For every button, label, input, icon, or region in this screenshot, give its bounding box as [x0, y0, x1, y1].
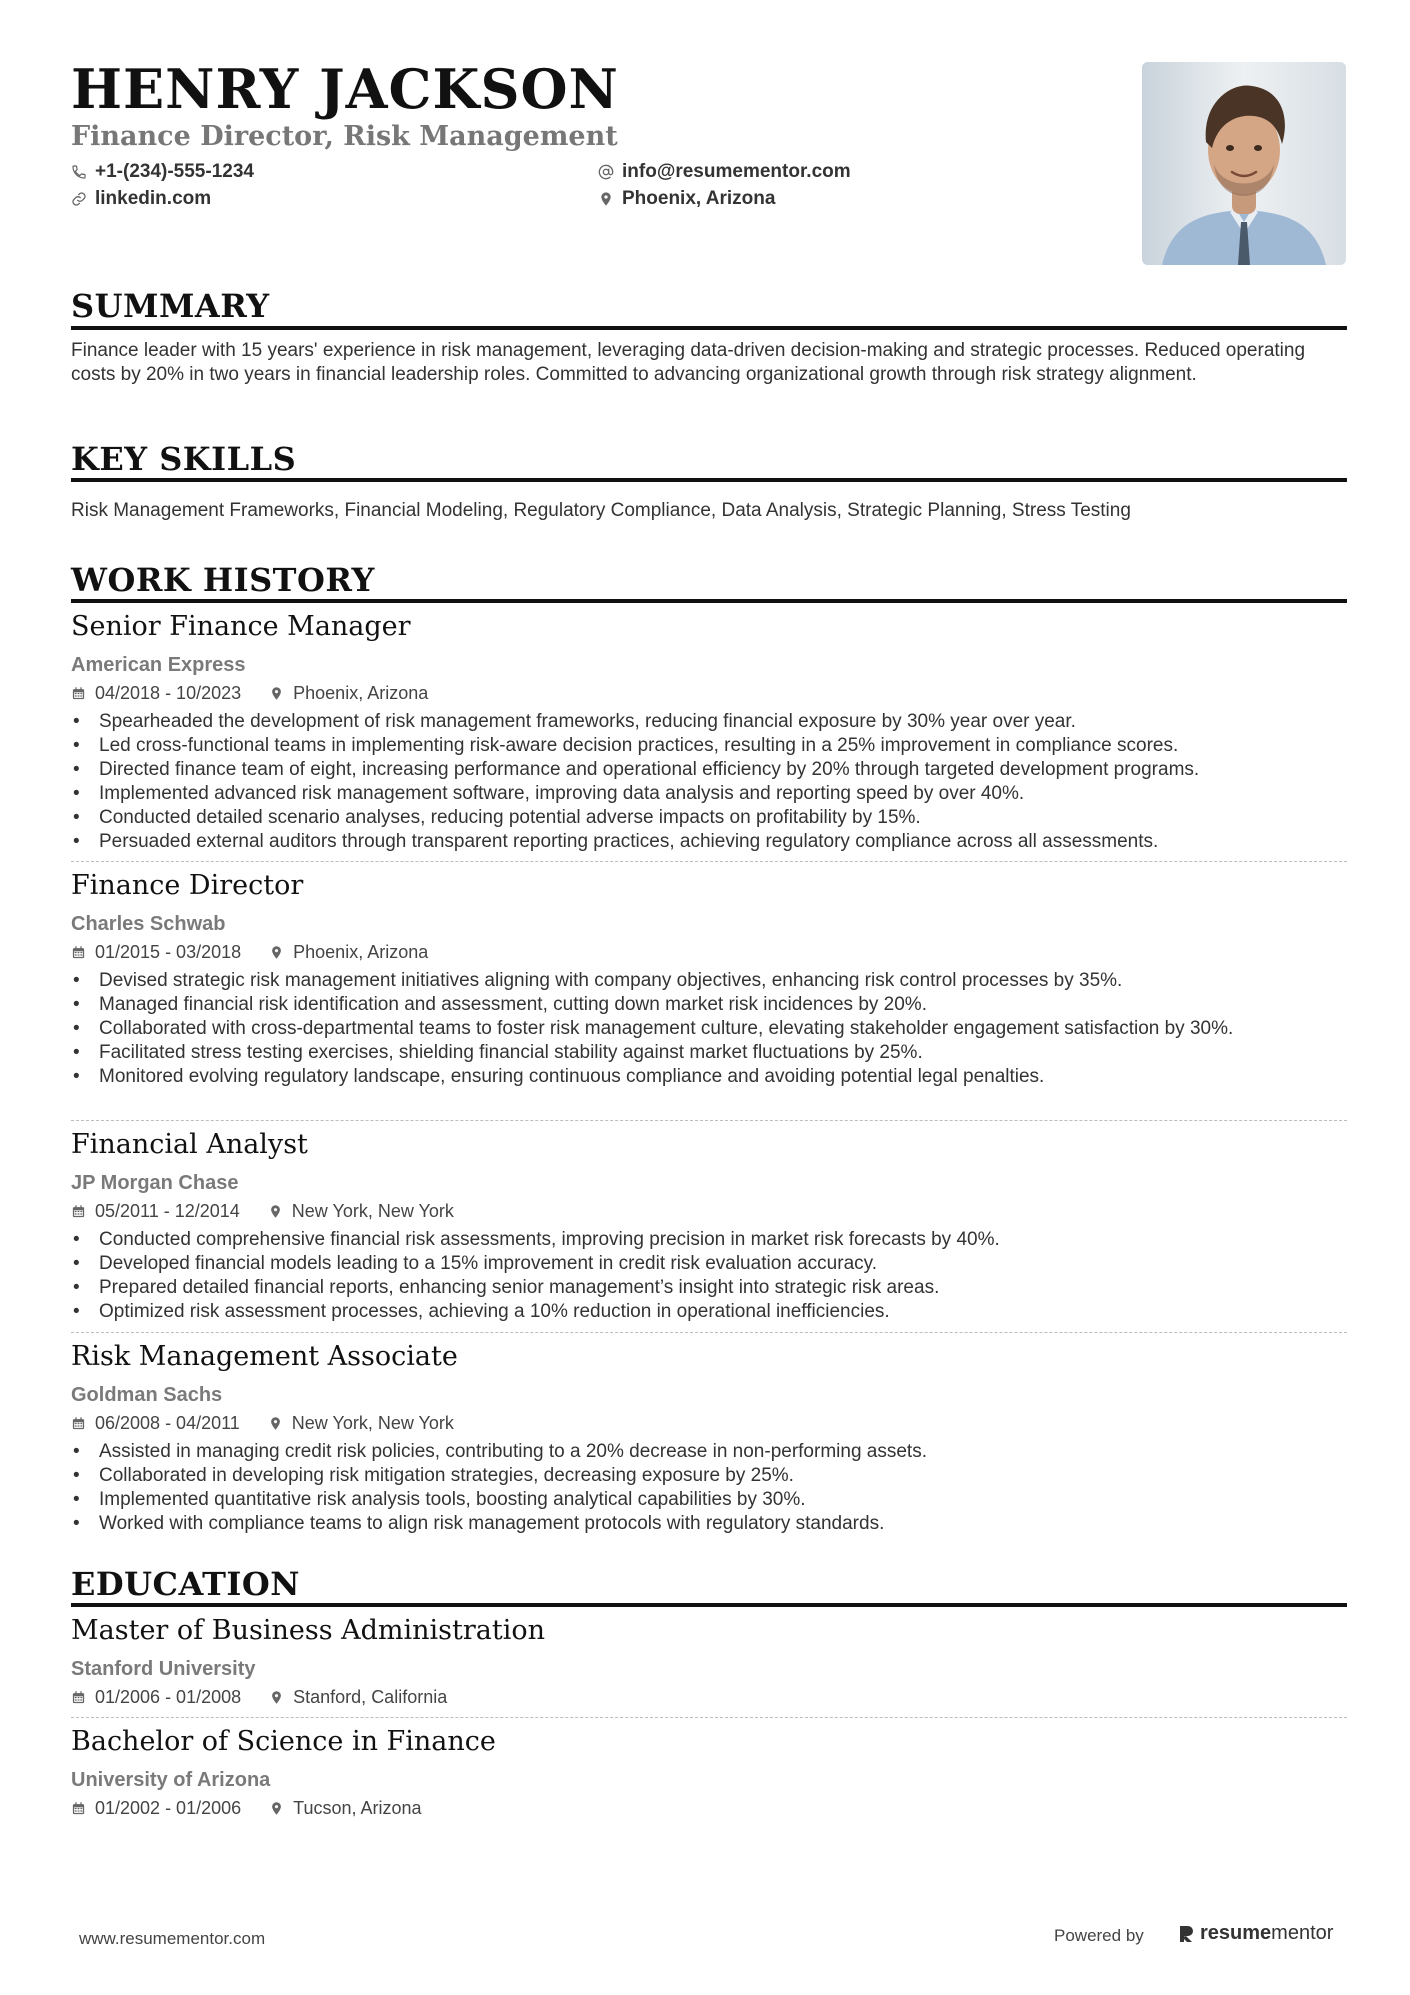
list-item: • Collaborated with cross-departmental teams to foster risk management culture, elevating stakeholder engagement satisfaction by 30%.: [71, 1017, 1351, 1041]
job-bullets: [71, 969, 1351, 1089]
summary-heading: SUMMARY: [71, 287, 270, 325]
job-bullets: [71, 710, 1351, 854]
skills-text: Risk Management Frameworks, Financial Modeling, Regulatory Compliance, Data Analysis, Strategic Planning, Stress Testing: [71, 500, 1131, 521]
education-divider: [71, 1603, 1347, 1607]
job-location: New York, New York: [291, 1201, 454, 1221]
job-bullets: [71, 1440, 1351, 1536]
work-divider: [71, 599, 1347, 603]
contact-location: [598, 189, 775, 208]
list-item: • Collaborated in developing risk mitigation strategies, decreasing exposure by 25%.: [71, 1464, 1351, 1488]
phone-icon: [71, 164, 87, 180]
education-meta: [71, 1688, 447, 1706]
list-item: • Spearheaded the development of risk management frameworks, reducing financial exposure by 30% year over year.: [71, 710, 1351, 734]
map-pin-icon: [598, 191, 614, 207]
school-name: University of Arizona: [71, 1769, 271, 1791]
list-item: • Worked with compliance teams to align risk management protocols with regulatory standards.: [71, 1512, 1351, 1536]
job-dates: 05/2011 - 12/2014: [95, 1201, 240, 1221]
list-item: • Conducted comprehensive financial risk assessments, improving precision in market risk forecasts by 40%.: [71, 1228, 1351, 1252]
job-meta: [71, 684, 428, 702]
list-item: • Devised strategic risk management initiatives aligning with company objectives, enhancing risk control processes by 35%.: [71, 969, 1351, 993]
list-item: • Implemented quantitative risk analysis tools, boosting analytical capabilities by 30%.: [71, 1488, 1351, 1512]
map-pin-icon: [269, 686, 284, 701]
brand-name-bold: resume: [1200, 1922, 1272, 1944]
phone-value: +1-(234)-555-1234: [95, 161, 254, 182]
job-location: Phoenix, Arizona: [293, 942, 429, 962]
calendar-icon: [71, 686, 86, 701]
job-location: New York, New York: [291, 1413, 454, 1433]
map-pin-icon: [268, 1204, 283, 1219]
link-icon: [71, 191, 87, 207]
degree-title: Master of Business Administration: [71, 1615, 546, 1646]
list-item: • Conducted detailed scenario analyses, reducing potential adverse impacts on profitability by 15%.: [71, 806, 1351, 830]
summary-text: Finance leader with 15 years' experience in risk management, leveraging data-driven decision-making and strategic processes. Reduced operating costs by 20% in two years in financial leadership roles. Committed to advancing organizational growth through risk strategy alignment.: [71, 340, 1306, 385]
skills-heading: KEY SKILLS: [71, 440, 297, 478]
list-item: • Optimized risk assessment processes, achieving a 10% reduction in operational inefficiencies.: [71, 1300, 1351, 1324]
job-title: Finance Director: [71, 870, 304, 901]
job-divider: [71, 1120, 1347, 1121]
job-meta: [71, 1202, 454, 1220]
map-pin-icon: [269, 1801, 284, 1816]
education-heading: EDUCATION: [71, 1565, 300, 1603]
degree-title: Bachelor of Science in Finance: [71, 1726, 496, 1757]
candidate-headline: Finance Director, Risk Management: [71, 121, 618, 152]
location-value: Phoenix, Arizona: [622, 188, 776, 209]
education-location: Tucson, Arizona: [293, 1798, 422, 1818]
education-divider-dashed: [71, 1717, 1347, 1718]
map-pin-icon: [268, 1416, 283, 1431]
profile-photo: [1142, 62, 1346, 265]
job-meta: [71, 943, 428, 961]
contact-linkedin[interactable]: [71, 189, 211, 208]
brand-name-thin: mentor: [1271, 1922, 1334, 1944]
job-company: Charles Schwab: [71, 913, 226, 935]
job-location: Phoenix, Arizona: [293, 683, 429, 703]
powered-by-label: Powered by: [1054, 1926, 1144, 1945]
job-bullets: [71, 1228, 1351, 1324]
education-location: Stanford, California: [293, 1687, 448, 1707]
calendar-icon: [71, 1690, 86, 1705]
job-divider: [71, 861, 1347, 862]
job-divider: [71, 1332, 1347, 1333]
list-item: • Persuaded external auditors through transparent reporting practices, achieving regulatory compliance across all assessments.: [71, 830, 1351, 854]
map-pin-icon: [269, 945, 284, 960]
at-icon: [598, 164, 614, 180]
list-item: • Monitored evolving regulatory landscape, ensuring continuous compliance and avoiding potential legal penalties.: [71, 1065, 1351, 1089]
brand-logo[interactable]: [1178, 1922, 1333, 1945]
list-item: • Directed finance team of eight, increasing performance and operational efficiency by 20% through targeted development programs.: [71, 758, 1351, 782]
calendar-icon: [71, 1204, 86, 1219]
list-item: • Assisted in managing credit risk policies, contributing to a 20% decrease in non-performing assets.: [71, 1440, 1351, 1464]
job-meta: [71, 1414, 454, 1432]
job-title: Risk Management Associate: [71, 1341, 458, 1372]
email-value: info@resumementor.com: [622, 161, 851, 182]
calendar-icon: [71, 945, 86, 960]
school-name: Stanford University: [71, 1658, 256, 1680]
summary-divider: [71, 326, 1347, 330]
calendar-icon: [71, 1416, 86, 1431]
job-company: Goldman Sachs: [71, 1384, 223, 1406]
work-heading: WORK HISTORY: [71, 561, 375, 599]
job-dates: 01/2015 - 03/2018: [95, 942, 242, 962]
list-item: • Led cross-functional teams in implementing risk-aware decision practices, resulting in a 25% improvement in compliance scores.: [71, 734, 1351, 758]
map-pin-icon: [269, 1690, 284, 1705]
calendar-icon: [71, 1801, 86, 1816]
job-dates: 04/2018 - 10/2023: [95, 683, 242, 703]
education-meta: [71, 1799, 422, 1817]
job-dates: 06/2008 - 04/2011: [95, 1413, 240, 1433]
contact-phone: [71, 162, 254, 181]
skills-divider: [71, 478, 1347, 482]
list-item: • Managed financial risk identification and assessment, cutting down market risk incidences by 20%.: [71, 993, 1351, 1017]
linkedin-value: linkedin.com: [95, 188, 212, 209]
footer-url[interactable]: www.resumementor.com: [79, 1929, 266, 1948]
job-title: Senior Finance Manager: [71, 611, 411, 642]
list-item: • Prepared detailed financial reports, enhancing senior management’s insight into strategic risk areas.: [71, 1276, 1351, 1300]
list-item: • Developed financial models leading to a 15% improvement in credit risk evaluation accuracy.: [71, 1252, 1351, 1276]
list-item: • Implemented advanced risk management software, improving data analysis and reporting speed by over 40%.: [71, 782, 1351, 806]
list-item: • Facilitated stress testing exercises, shielding financial stability against market fluctuations by 25%.: [71, 1041, 1351, 1065]
education-dates: 01/2006 - 01/2008: [95, 1687, 242, 1707]
education-dates: 01/2002 - 01/2006: [95, 1798, 242, 1818]
candidate-name: HENRY JACKSON: [71, 57, 619, 121]
contact-email[interactable]: [598, 162, 851, 181]
job-title: Financial Analyst: [71, 1129, 308, 1160]
job-company: American Express: [71, 654, 246, 676]
job-company: JP Morgan Chase: [71, 1172, 239, 1194]
logo-mark-icon: [1178, 1924, 1194, 1944]
